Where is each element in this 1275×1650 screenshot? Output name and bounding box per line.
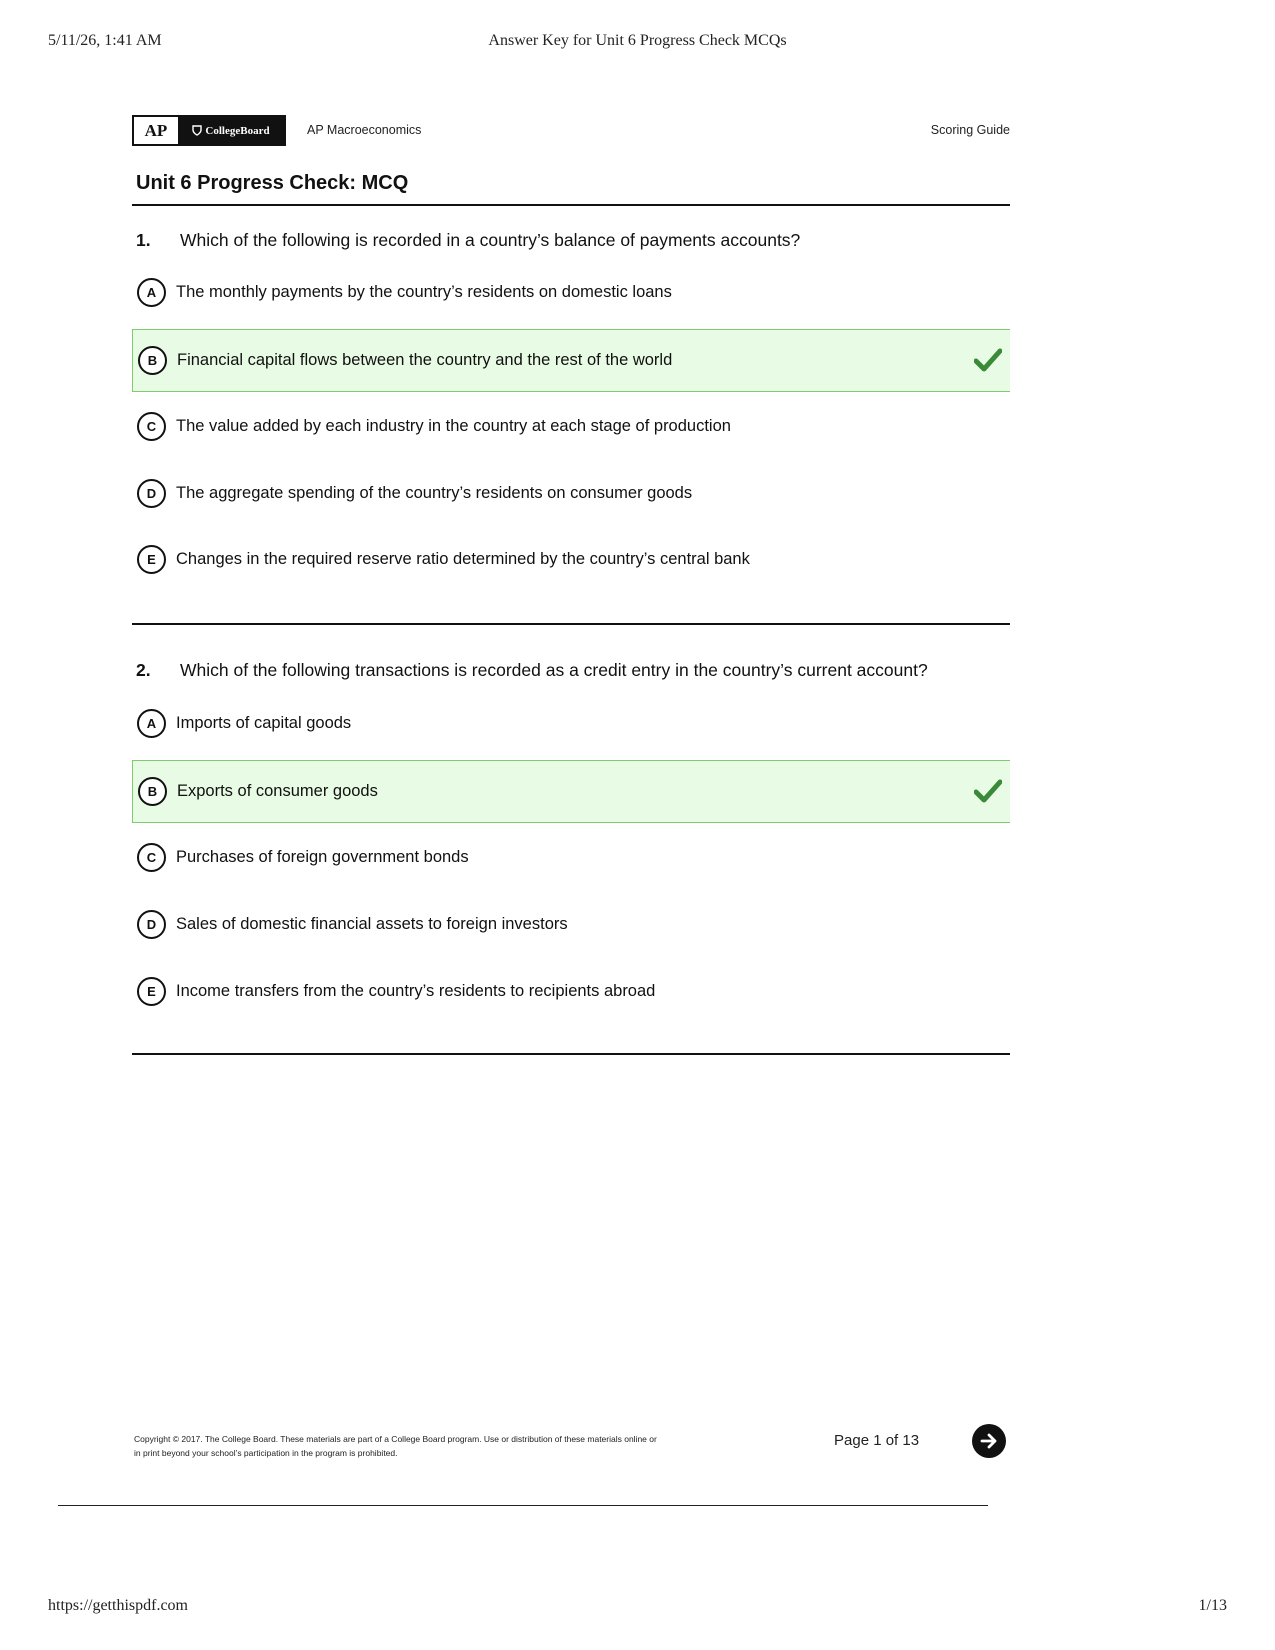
print-page-count: 1/13: [1198, 1597, 1227, 1614]
question-stem: [136, 660, 928, 681]
checkmark-icon: [974, 779, 1002, 803]
copyright-line-1: Copyright © 2017. The College Board. These materials are part of a College Board program. Use or distribution of these materials online or: [134, 1434, 657, 1444]
option-letter-badge: A: [137, 278, 166, 307]
college-board-logo: [178, 117, 284, 144]
question-divider: [132, 623, 1010, 625]
option-letter-badge: A: [137, 709, 166, 738]
option-d[interactable]: [132, 463, 1010, 527]
option-c[interactable]: [132, 827, 1010, 891]
option-text: Sales of domestic financial assets to foreign investors: [176, 915, 568, 933]
question-text: Which of the following transactions is recorded as a credit entry in the country’s current account?: [180, 660, 928, 680]
option-e[interactable]: [132, 529, 1010, 593]
option-letter-badge: D: [137, 479, 166, 508]
option-letter-badge: D: [137, 910, 166, 939]
college-board-wordmark: CollegeBoard: [205, 124, 270, 137]
copyright-line-2: in print beyond your school’s participation in the program is prohibited.: [134, 1448, 398, 1458]
option-text: Purchases of foreign government bonds: [176, 848, 469, 866]
acorn-shield-icon: [192, 125, 202, 136]
print-footer: [48, 1597, 1227, 1619]
ap-logo-mark: AP: [134, 117, 178, 144]
question-number: 2.: [136, 660, 151, 680]
ap-college-board-logo: [132, 115, 286, 146]
title-divider: [132, 204, 1010, 206]
page-indicator: Page 1 of 13: [834, 1432, 920, 1449]
option-b-correct[interactable]: [132, 329, 1010, 392]
option-text: Imports of capital goods: [176, 714, 352, 732]
option-b-correct[interactable]: [132, 760, 1010, 823]
option-e[interactable]: [132, 961, 1010, 1025]
option-c[interactable]: [132, 396, 1010, 460]
option-text: Exports of consumer goods: [177, 782, 378, 800]
print-datetime: 5/11/26, 1:41 AM: [48, 32, 162, 49]
question-divider: [132, 1053, 1010, 1055]
brand-row: [132, 112, 1010, 148]
question-text: Which of the following is recorded in a country’s balance of payments accounts?: [180, 230, 801, 250]
arrow-right-icon: [978, 1430, 1000, 1452]
option-a[interactable]: [132, 262, 1010, 326]
option-text: The aggregate spending of the country’s residents on consumer goods: [176, 484, 693, 502]
print-url: https://getthispdf.com: [48, 1597, 188, 1614]
option-letter-badge: E: [137, 977, 166, 1006]
option-letter-badge: B: [138, 346, 167, 375]
option-text: Changes in the required reserve ratio determined by the country’s central bank: [176, 550, 750, 568]
checkmark-icon: [974, 348, 1002, 372]
print-header: [48, 32, 1227, 54]
option-text: Financial capital flows between the country and the rest of the world: [177, 351, 673, 369]
page-bottom-rule: [58, 1505, 988, 1506]
question-number: 1.: [136, 230, 151, 250]
next-page-button[interactable]: [972, 1424, 1006, 1458]
question-stem: [136, 230, 800, 251]
option-a[interactable]: [132, 693, 1010, 757]
option-d[interactable]: [132, 894, 1010, 958]
print-doc-title: Answer Key for Unit 6 Progress Check MCQs: [488, 32, 787, 49]
course-name: AP Macroeconomics: [307, 123, 422, 137]
copyright-notice: [134, 1432, 694, 1460]
option-text: Income transfers from the country’s residents to recipients abroad: [176, 982, 656, 1000]
option-text: The monthly payments by the country’s residents on domestic loans: [176, 283, 672, 301]
option-text: The value added by each industry in the country at each stage of production: [176, 417, 731, 435]
scoring-guide-page: [132, 112, 1010, 1000]
option-letter-badge: C: [137, 843, 166, 872]
scoring-guide-label: Scoring Guide: [930, 123, 1010, 137]
option-letter-badge: C: [137, 412, 166, 441]
option-letter-badge: B: [138, 777, 167, 806]
option-letter-badge: E: [137, 545, 166, 574]
page-title: Unit 6 Progress Check: MCQ: [136, 172, 409, 194]
